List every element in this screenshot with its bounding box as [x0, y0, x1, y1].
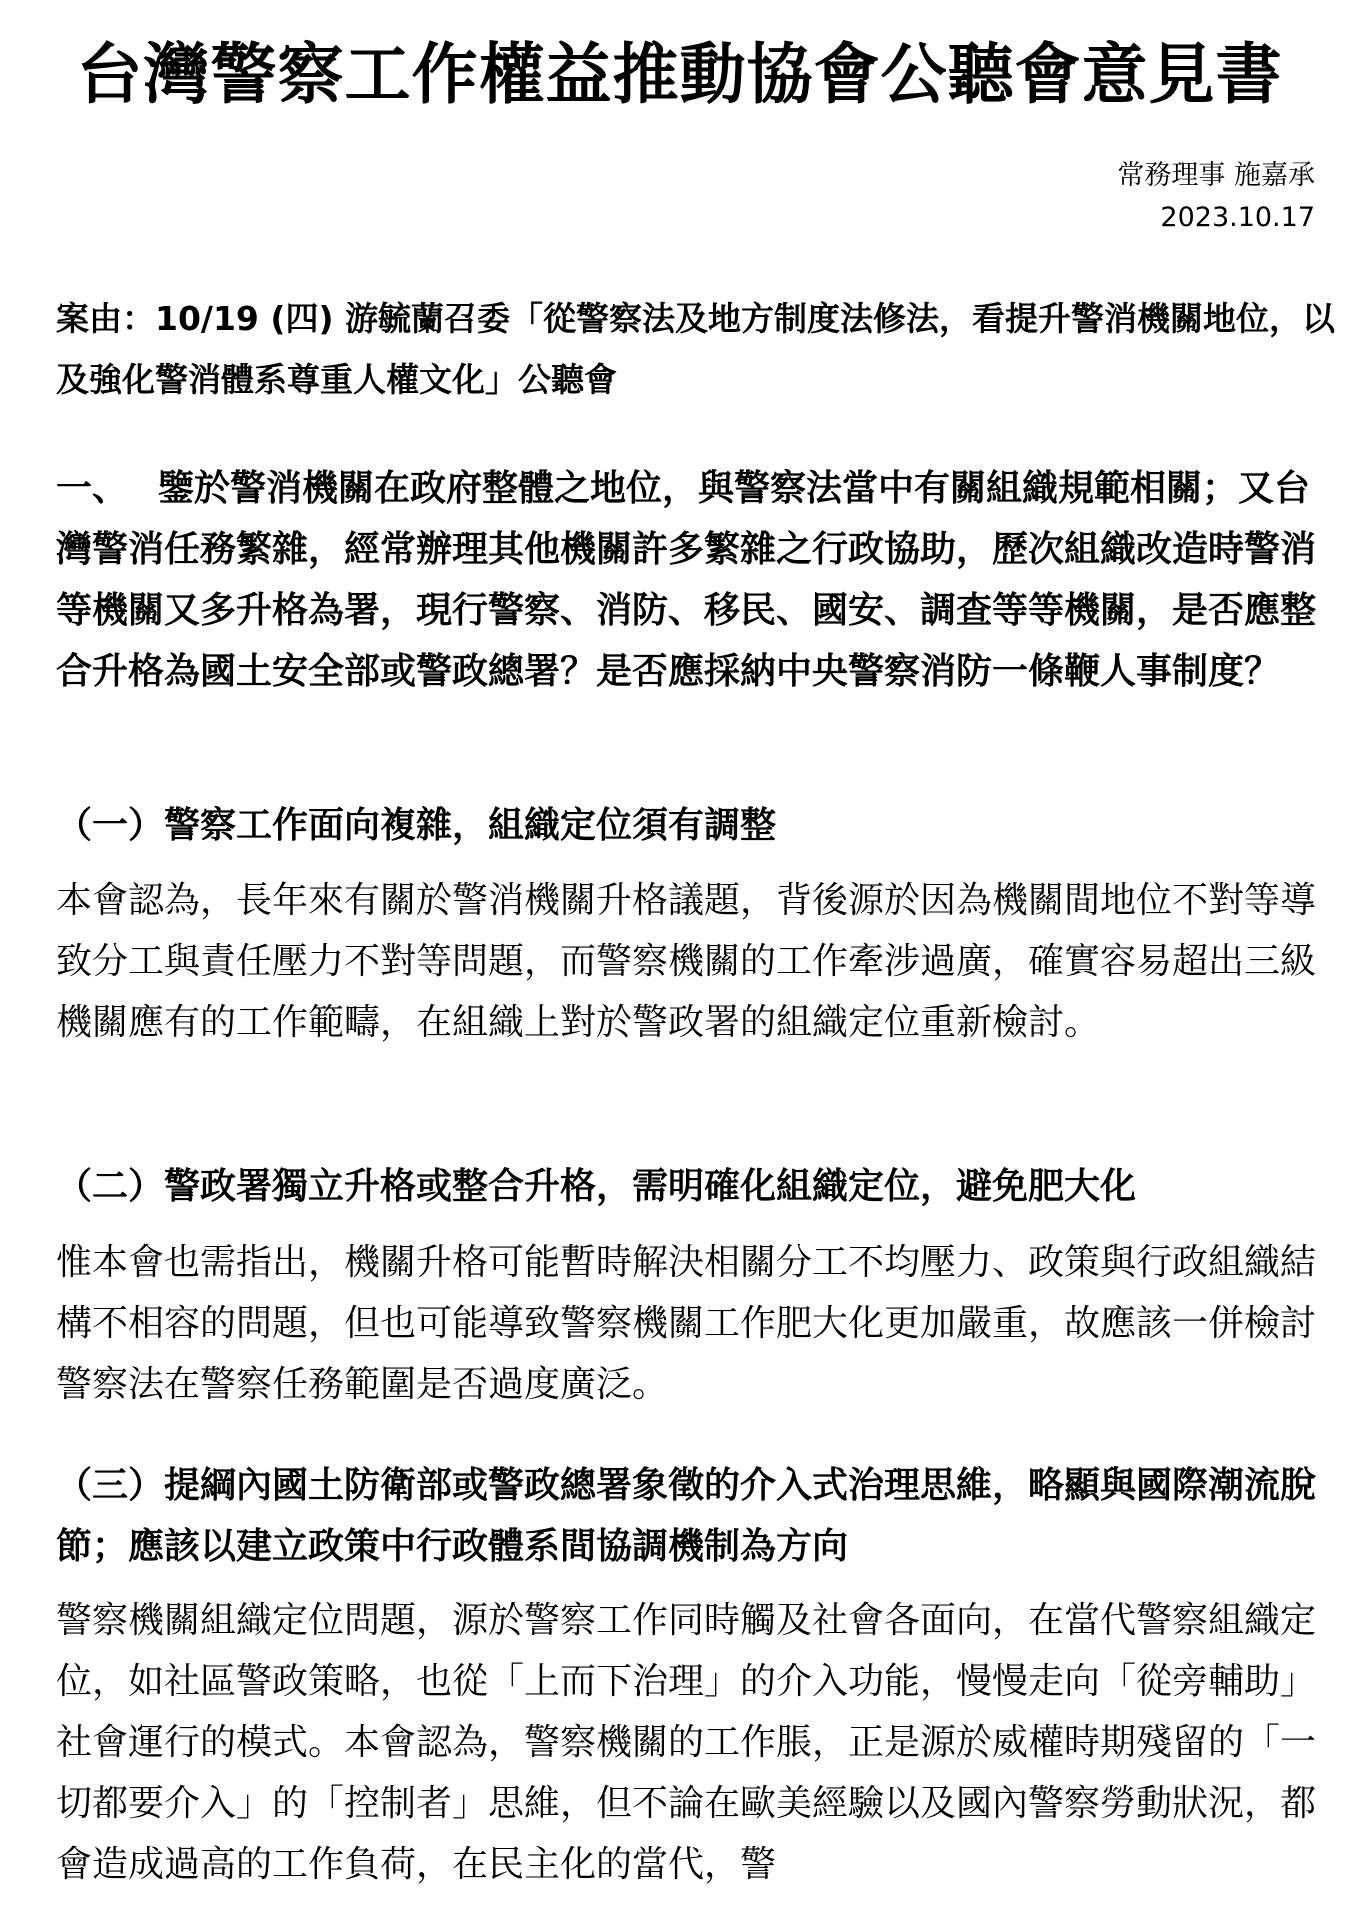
- subsection-1-body: 本會認為，長年來有關於警消機關升格議題，背後源於因為機關間地位不對等導致分工與責任壓力不對等問題，而警察機關的工作牽涉過廣，確實容易超出三級機關應有的工作範疇，在組織上對於警政署的組織定位重新檢討。: [56, 880, 1317, 1043]
- document-title: 台灣警察工作權益推動協會公聽會意見書: [76, 36, 1283, 113]
- section-1-number: 一、: [56, 468, 129, 509]
- section-1-text: 鑒於警消機關在政府整體之地位，與警察法當中有關組織規範相關；又台灣警消任務繁雜，經常辦理其他機關許多繁雜之行政協助，歷次組織改造時警消等機關又多升格為署，現行警察、消防、移民、國安、調查等等機關，是否應整合升格為國土安全部或警政總署？是否應採納中央警察消防一條鞭人事制度？: [56, 468, 1317, 692]
- subsection-1-heading: （一）警察工作面向複雜，組織定位須有調整: [56, 805, 777, 846]
- subsection-3-heading: （三）提綱內國土防衛部或警政總署象徵的介入式治理思維，略顯與國際潮流脫節；應該以建立政策中行政體系間協調機制為方向: [56, 1465, 1317, 1567]
- date-line: 2023.10.17: [1160, 202, 1315, 233]
- section-1: [56, 458, 1336, 702]
- subsection-2-body: 惟本會也需指出，機關升格可能暫時解決相關分工不均壓力、政策與行政組織結構不相容的問題，但也可能導致警察機關工作肥大化更加嚴重，故應該一併檢討警察法在警察任務範圍是否過度廣泛。: [56, 1242, 1317, 1405]
- author-line: 常務理事 施嘉承: [1117, 160, 1315, 191]
- subsection-3-body: 警察機關組織定位問題，源於警察工作同時觸及社會各面向，在當代警察組織定位，如社區警政策略，也從「上而下治理」的介入功能，慢慢走向「從旁輔助」社會運行的模式。本會認為，警察機關的工作脹，正是源於威權時期殘留的「一切都要介入」的「控制者」思維，但不論在歐美經驗以及國內警察勞動狀況，都會造成過高的工作負荷，在民主化的當代，警: [56, 1600, 1317, 1885]
- case-statement: 案由：10/19 (四) 游毓蘭召委「從警察法及地方制度法修法，看提升警消機關地位，以及強化警消體系尊重人權文化」公聽會: [56, 299, 1336, 399]
- subsection-2-heading: （二）警政署獨立升格或整合升格，需明確化組織定位，避免肥大化: [56, 1166, 1137, 1207]
